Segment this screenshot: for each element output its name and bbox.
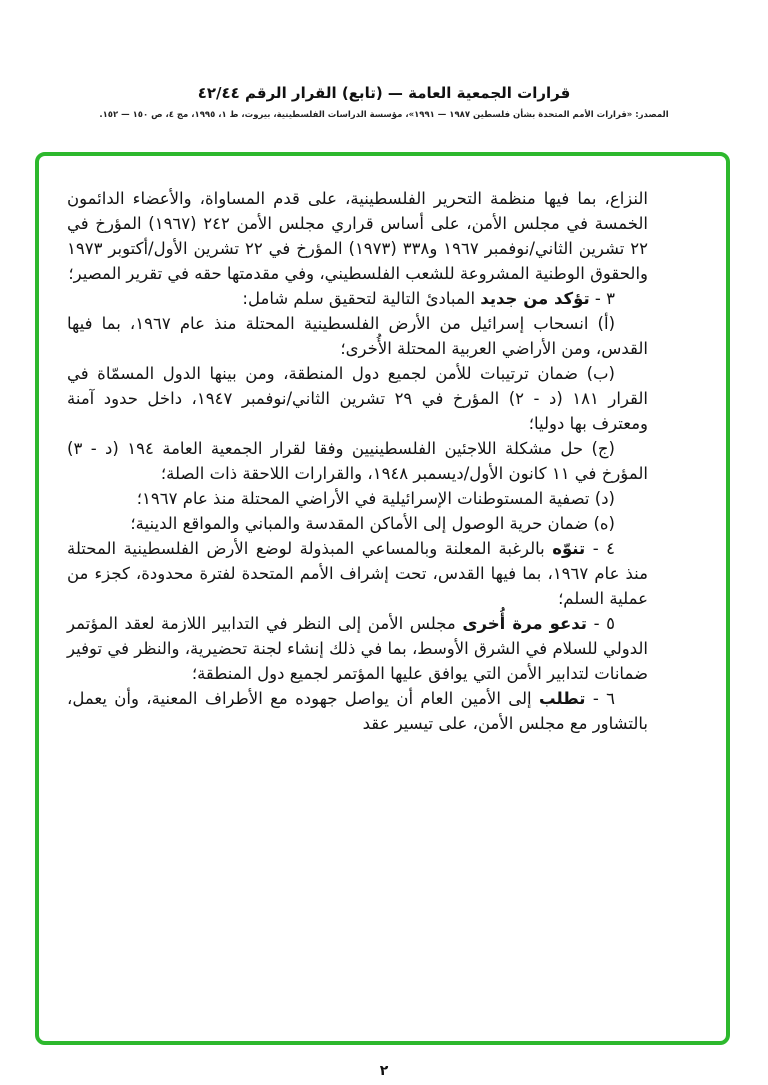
paragraph-run: (ب) ضمان ترتيبات للأمن لجميع دول المنطقة، ومن بينها الدول المسمّاة في القرار ١٨١ (د - ٢) المؤرخ في ٢٩ تشرين الثاني/نوفمبر ١٩٤٧، داخل حدود آمنة ومعترف بها دوليا؛ <box>67 364 649 433</box>
paragraph <box>67 361 648 436</box>
source-line: المصدر: «قرارات الأمم المتحدة بشأن فلسطين ١٩٨٧ — ١٩٩١»، مؤسسة الدراسات الفلسطينية، بيروت، ط ١، ١٩٩٥، مج ٤، ص ١٥٠ — ١٥٢. <box>99 110 669 120</box>
paragraph-run: بالرغبة المعلنة وبالمساعي المبذولة لوضع الأرض الفلسطينية المحتلة منذ عام ١٩٦٧، بما فيها القدس، تحت إشراف الأمم المتحدة لفترة محدودة، كجزء من عملية السلم؛ <box>67 539 648 608</box>
paragraph-run: (ج) حل مشكلة اللاجئين الفلسطينيين وفقا لقرار الجمعية العامة ١٩٤ (د - ٣) المؤرخ في ١١ كانون الأول/ديسمبر ١٩٤٨، والقرارات اللاحقة ذات الصلة؛ <box>67 439 648 483</box>
document-body <box>39 156 726 736</box>
paragraph-bold-run: تنوّه <box>552 539 586 558</box>
paragraph-run: ٥ - <box>587 614 615 633</box>
paragraph <box>67 436 648 486</box>
paragraph-run: (ه) ضمان حرية الوصول إلى الأماكن المقدسة والمباني والمواقع الدينية؛ <box>130 514 615 533</box>
paragraph-bold-run: تطلب <box>538 689 586 708</box>
paragraph <box>67 511 648 536</box>
header-title: قرارات الجمعية العامة — (تابع) القرار الرقم ٤٢/٤٤ <box>197 84 571 102</box>
paragraph-run: ٣ - <box>589 289 615 308</box>
paragraph-bold-run: تؤكد من جديد <box>480 289 590 308</box>
paragraph <box>67 286 648 311</box>
paragraph-bold-run: تدعو مرة أُخرى <box>462 614 587 633</box>
paragraph-run: النزاع، بما فيها منظمة التحرير الفلسطينية، على قدم المساواة، والأعضاء الدائمون الخمسة في مجلس الأمن، على أساس قراري مجلس الأمن ٢٤٢ (١٩٦٧) المؤرخ في ٢٢ تشرين الثاني/نوفمبر ١٩٦٧ و٣٣٨ (١٩٧٣) المؤرخ في ٢٢ تشرين الأول/أكتوبر ١٩٧٣ والحقوق الوطنية المشروعة للشعب الفلسطيني، وفي مقدمتها حقه في تقرير المصير؛ <box>67 189 649 283</box>
page-number: ٢ <box>379 1063 389 1079</box>
paragraph <box>67 186 648 286</box>
paragraph-run: (أ) انسحاب إسرائيل من الأرض الفلسطينية المحتلة منذ عام ١٩٦٧، بما فيها القدس، ومن الأراضي العربية المحتلة الأُخرى؛ <box>67 314 648 358</box>
paragraph-run: ٤ - <box>585 539 615 558</box>
paragraph <box>67 311 648 361</box>
paragraph-run: (د) تصفية المستوطنات الإسرائيلية في الأراضي المحتلة منذ عام ١٩٦٧؛ <box>136 489 615 508</box>
paragraph <box>67 686 648 736</box>
paragraph <box>67 611 648 686</box>
page-header <box>0 84 768 120</box>
paragraph-run: إلى الأمين العام أن يواصل جهوده مع الأطراف المعنية، وأن يعمل، بالتشاور مع مجلس الأمن، على تيسير عقد <box>67 689 648 733</box>
content-frame <box>35 152 730 1045</box>
paragraph-run: مجلس الأمن إلى النظر في التدابير اللازمة لعقد المؤتمر الدولي للسلام في الشرق الأوسط، بما في ذلك إنشاء لجنة تحضيرية، والنظر في توفير ضمانات لتدابير الأمن التي يوافق عليها المؤتمر لجميع دول المنطقة؛ <box>67 614 648 683</box>
paragraph <box>67 486 648 511</box>
paragraph <box>67 536 648 611</box>
paragraph-run: المبادئ التالية لتحقيق سلم شامل: <box>242 289 481 308</box>
paragraph-run: ٦ - <box>585 689 615 708</box>
